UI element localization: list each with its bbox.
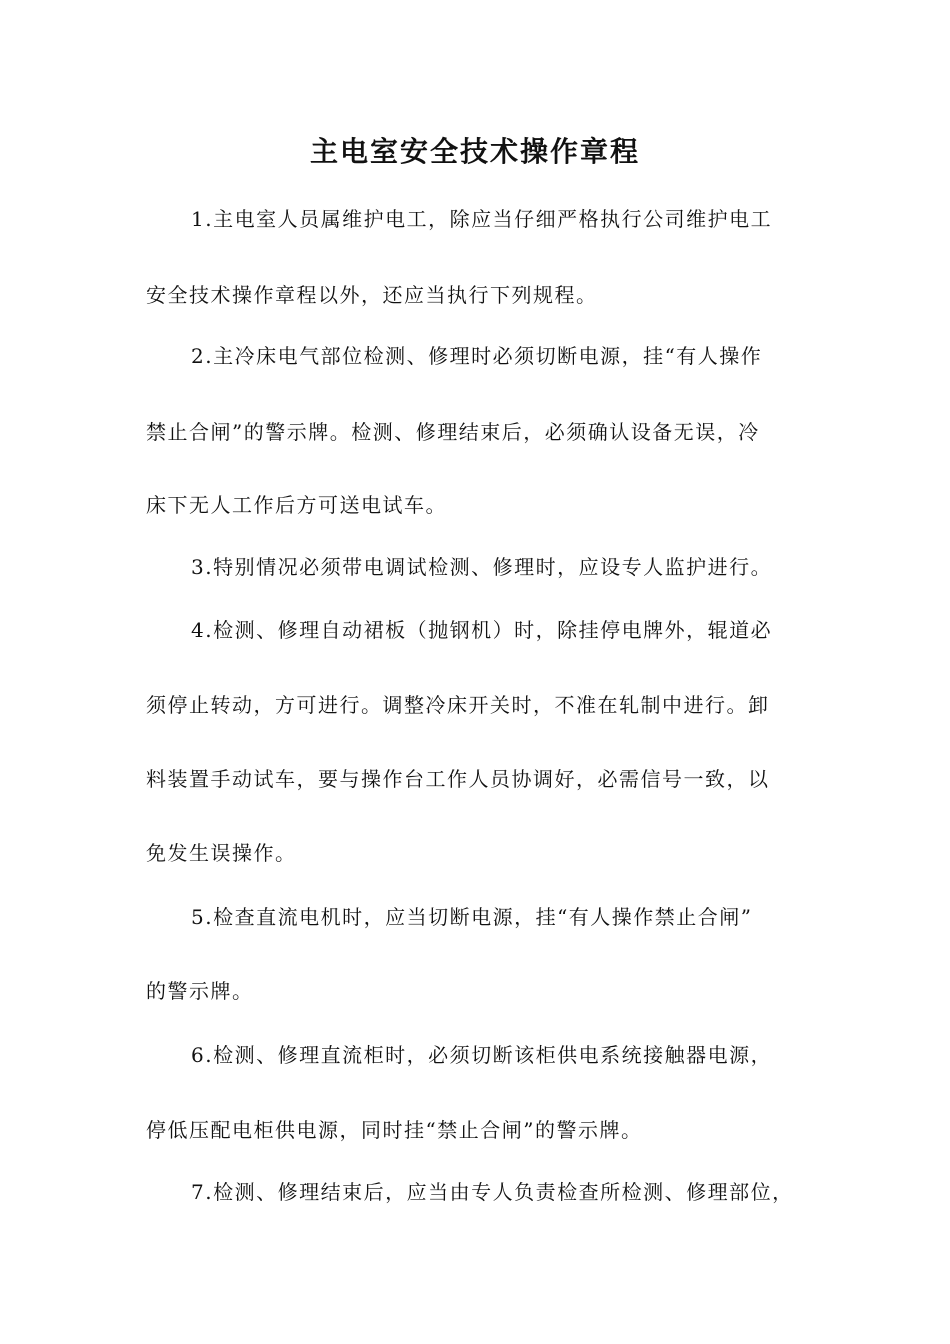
- paragraph-4-line-3: 料装置手动试车，要与操作台工作人员协调好，必需信号一致，以: [146, 767, 770, 791]
- paragraph-1-line-1: 1.主电室人员属维护电工，除应当仔细严格执行公司维护电工: [191, 207, 773, 231]
- document-title: 主电室安全技术操作章程: [309, 135, 640, 168]
- paragraph-7-line-1: 7.检测、修理结束后，应当由专人负责检查所检测、修理部位，: [191, 1180, 794, 1204]
- paragraph-5-line-1: 5.检查直流电机时，应当切断电源，挂“有人操作禁止合闸”: [191, 905, 753, 929]
- paragraph-5-line-2: 的警示牌。: [146, 979, 254, 1003]
- paragraph-2-line-3: 床下无人工作后方可送电试车。: [146, 493, 447, 517]
- paragraph-6-line-1: 6.检测、修理直流柜时，必须切断该柜供电系统接触器电源，: [191, 1043, 773, 1067]
- paragraph-4-line-1: 4.检测、修理自动裙板（抛钢机）时，除挂停电牌外，辊道必: [191, 618, 773, 642]
- paragraph-3-line-1: 3.特别情况必须带电调试检测、修理时，应设专人监护进行。: [191, 555, 773, 579]
- paragraph-6-line-2: 停低压配电柜供电源，同时挂“禁止合闸”的警示牌。: [146, 1118, 643, 1142]
- paragraph-1-line-2: 安全技术操作章程以外，还应当执行下列规程。: [146, 283, 598, 307]
- paragraph-2-line-2: 禁止合闸”的警示牌。检测、修理结束后，必须确认设备无误，冷: [146, 420, 760, 444]
- paragraph-4-line-4: 免发生误操作。: [146, 841, 297, 865]
- paragraph-4-line-2: 须停止转动，方可进行。调整冷床开关时，不准在轧制中进行。卸: [146, 693, 770, 717]
- paragraph-2-line-1: 2.主冷床电气部位检测、修理时必须切断电源，挂“有人操作: [191, 344, 763, 368]
